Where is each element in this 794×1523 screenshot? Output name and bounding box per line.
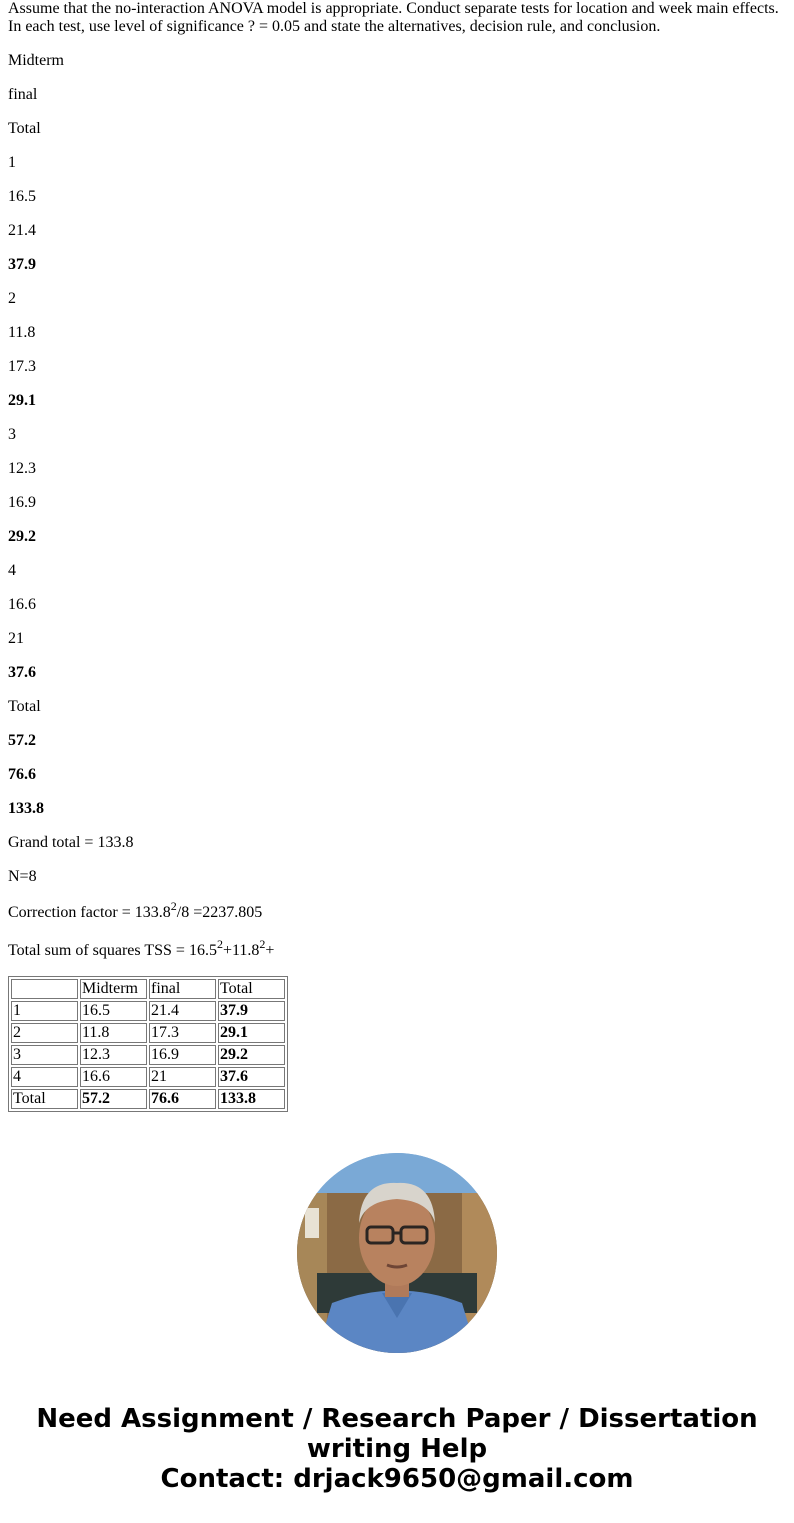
- table-cell: 17.3: [149, 1023, 216, 1043]
- table-cell: 37.6: [218, 1067, 285, 1087]
- value-line: Grand total = 133.8: [8, 834, 134, 851]
- value-line: 17.3: [8, 358, 36, 375]
- value-line: 16.6: [8, 596, 36, 613]
- value-list: [8, 52, 786, 886]
- table-cell: 57.2: [80, 1089, 147, 1109]
- correction-factor-text: Correction factor = 133.8: [8, 904, 171, 921]
- value-line: 133.8: [8, 800, 44, 817]
- table-cell: 21.4: [149, 1001, 216, 1021]
- table-row: [11, 1089, 285, 1109]
- table-cell: Midterm: [80, 979, 147, 999]
- table-cell: 3: [11, 1045, 78, 1065]
- value-line: 21.4: [8, 222, 36, 239]
- value-line: Midterm: [8, 52, 64, 69]
- value-line: Total: [8, 120, 41, 137]
- value-line: 21: [8, 630, 24, 647]
- value-line: 1: [8, 154, 16, 171]
- table-cell: [11, 979, 78, 999]
- table-cell: 29.2: [218, 1045, 285, 1065]
- promo-line-2: writing Help: [306, 1434, 488, 1464]
- table-cell: Total: [218, 979, 285, 999]
- value-line: 16.9: [8, 494, 36, 511]
- value-line: 37.6: [8, 664, 36, 681]
- value-line: 4: [8, 562, 16, 579]
- author-photo-illustration: [297, 1153, 497, 1353]
- value-line: 12.3: [8, 460, 36, 477]
- total-sum-of-squares: [8, 936, 786, 960]
- promo-line-1: Need Assignment / Research Paper / Dissertation: [36, 1404, 758, 1434]
- table-row: [11, 1001, 285, 1021]
- table-cell: 133.8: [218, 1089, 285, 1109]
- problem-statement: Assume that the no-interaction ANOVA model is appropriate. Conduct separate tests for location and week main effects. In each test, use level of significance ? = 0.05 and state the alternatives, decision rule, and conclusion.: [8, 0, 779, 35]
- table-cell: 2: [11, 1023, 78, 1043]
- value-line: 57.2: [8, 732, 36, 749]
- table-cell: 21: [149, 1067, 216, 1087]
- table-row: [11, 1023, 285, 1043]
- table-cell: 4: [11, 1067, 78, 1087]
- table-cell: 29.1: [218, 1023, 285, 1043]
- table-cell: 16.5: [80, 1001, 147, 1021]
- value-line: N=8: [8, 868, 37, 885]
- correction-factor-result: /8 =2237.805: [176, 904, 263, 921]
- tss-text: Total sum of squares TSS = 16.5: [8, 942, 217, 959]
- promo-banner: [0, 1404, 794, 1494]
- author-photo: [297, 1153, 497, 1353]
- tss-exponent-1: 2: [216, 936, 223, 951]
- correction-factor-exponent: 2: [170, 898, 177, 913]
- table-row: [11, 1067, 285, 1087]
- value-line: 37.9: [8, 256, 36, 273]
- data-table: [8, 976, 288, 1112]
- tss-exponent-2: 2: [259, 936, 266, 951]
- switch-panel: [305, 1208, 319, 1238]
- promo-contact: Contact: drjack9650@gmail.com: [160, 1464, 634, 1494]
- value-line: 76.6: [8, 766, 36, 783]
- value-line: 11.8: [8, 324, 36, 341]
- value-line: Total: [8, 698, 41, 715]
- correction-factor: [8, 898, 786, 922]
- value-line: 3: [8, 426, 16, 443]
- table-row: [11, 979, 285, 999]
- table-cell: Total: [11, 1089, 78, 1109]
- table-row: [11, 1045, 285, 1065]
- table-cell: 76.6: [149, 1089, 216, 1109]
- tss-plus: +: [265, 942, 275, 959]
- table-cell: 16.6: [80, 1067, 147, 1087]
- tss-term: +11.8: [222, 942, 260, 959]
- value-line: final: [8, 86, 38, 103]
- table-cell: 12.3: [80, 1045, 147, 1065]
- table-cell: final: [149, 979, 216, 999]
- table-cell: 1: [11, 1001, 78, 1021]
- table-cell: 37.9: [218, 1001, 285, 1021]
- value-line: 16.5: [8, 188, 36, 205]
- value-line: 2: [8, 290, 16, 307]
- value-line: 29.2: [8, 528, 36, 545]
- value-line: 29.1: [8, 392, 36, 409]
- table-cell: 16.9: [149, 1045, 216, 1065]
- table-cell: 11.8: [80, 1023, 147, 1043]
